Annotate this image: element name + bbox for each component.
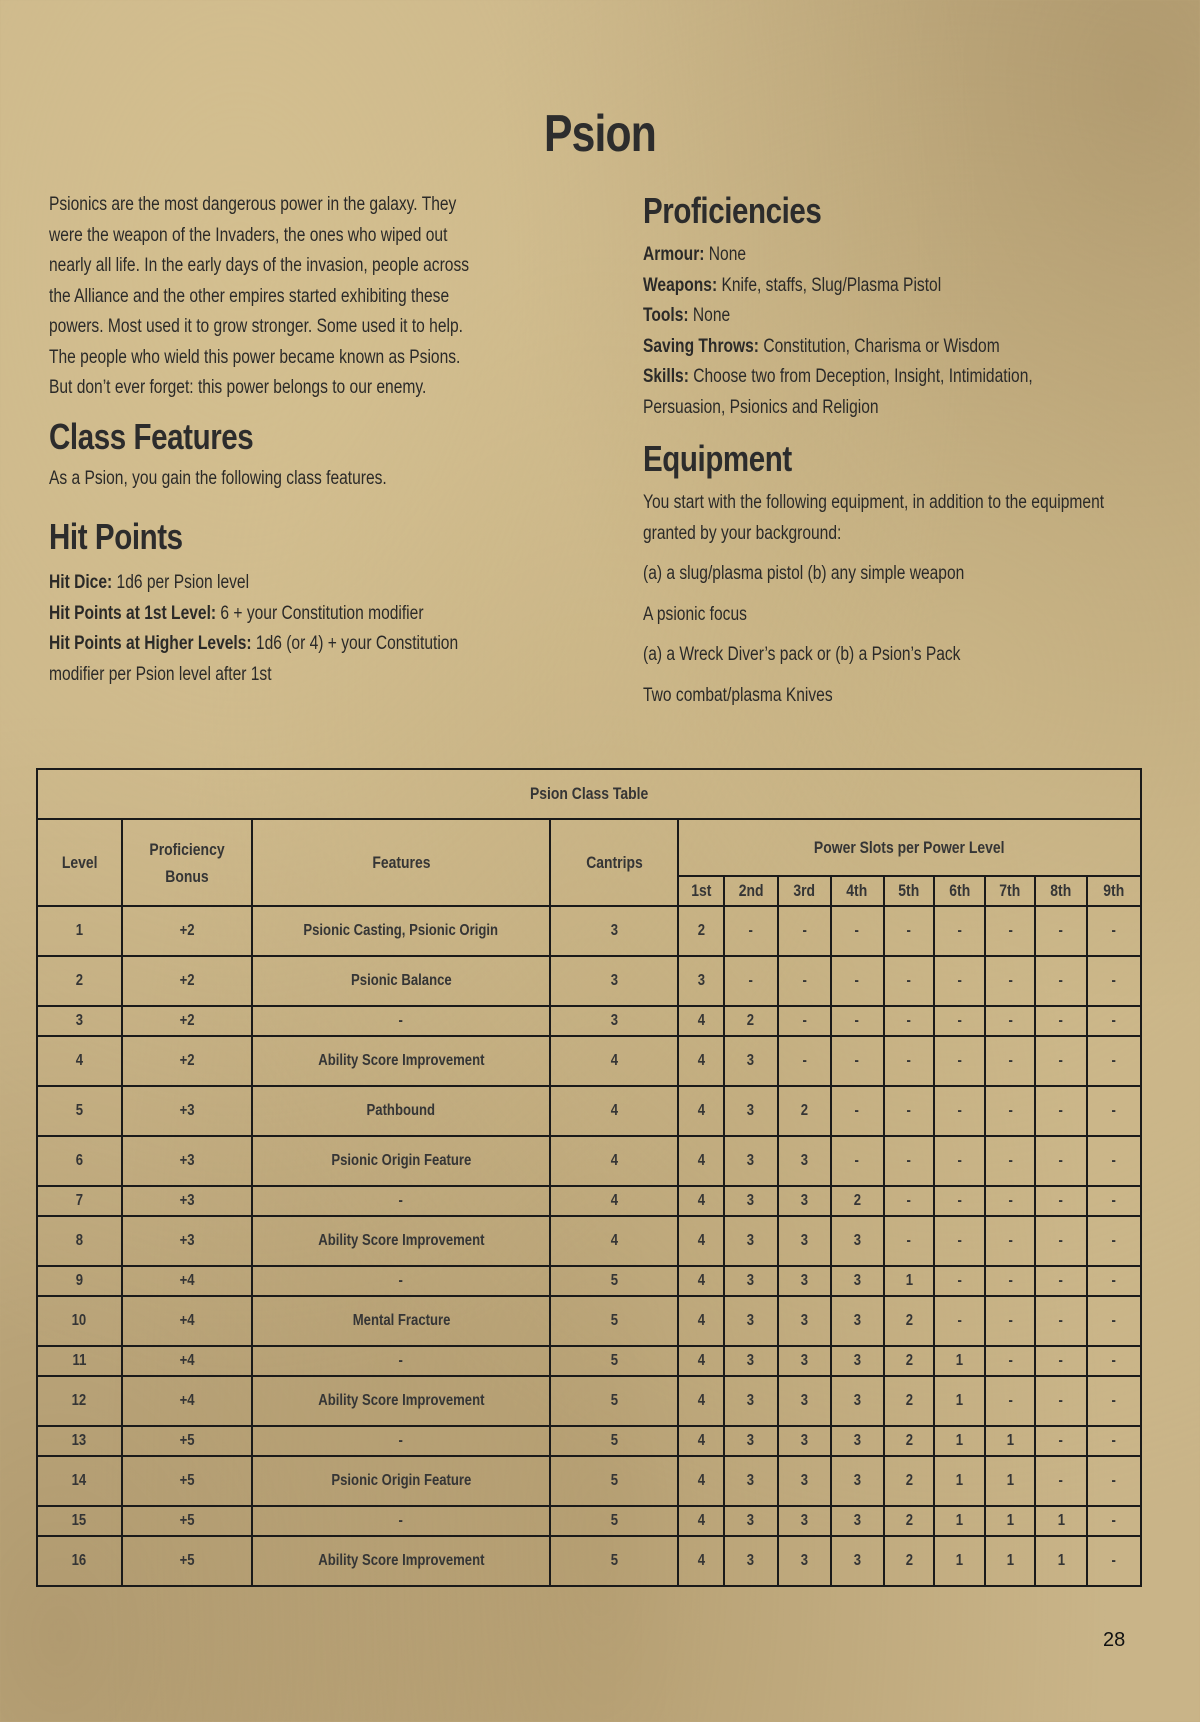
- slot-cell: -: [1087, 1506, 1141, 1536]
- line-value: None: [704, 244, 747, 265]
- proficiency-cell: +5: [122, 1456, 252, 1506]
- slot-cell: -: [1035, 1426, 1087, 1456]
- hit-points-lines: [49, 568, 548, 660]
- slot-cell: 4: [678, 1346, 724, 1376]
- slot-cell: -: [1087, 1346, 1141, 1376]
- slot-cell: 4: [678, 1216, 724, 1266]
- table-row: [37, 906, 1141, 956]
- slot-cell: 3: [778, 1186, 831, 1216]
- table-row: [37, 1006, 1141, 1036]
- header-proficiency-bonus: Proficiency Bonus: [122, 819, 252, 906]
- cantrips-cell: 4: [550, 1136, 678, 1186]
- slot-cell: 3: [778, 1426, 831, 1456]
- slot-cell: -: [831, 956, 884, 1006]
- cantrips-cell: 4: [550, 1186, 678, 1216]
- slot-cell: 2: [724, 1006, 778, 1036]
- proficiency-cell: +5: [122, 1506, 252, 1536]
- features-cell: Psionic Origin Feature: [252, 1136, 551, 1186]
- header-features: Features: [252, 819, 551, 906]
- labeled-line: [49, 599, 458, 630]
- slot-cell: 1: [934, 1426, 985, 1456]
- class-features-heading: Class Features: [49, 416, 254, 457]
- slot-cell: 3: [831, 1536, 884, 1586]
- cantrips-cell: 3: [550, 956, 678, 1006]
- slot-cell: 3: [778, 1376, 831, 1426]
- line-value: Constitution, Charisma or Wisdom: [759, 335, 1000, 357]
- line-label: Hit Points at 1st Level:: [49, 602, 217, 624]
- slot-cell: -: [934, 1136, 985, 1186]
- proficiencies-section: [643, 190, 1118, 423]
- slot-cell: -: [1087, 1006, 1141, 1036]
- slot-cell: -: [934, 1186, 985, 1216]
- table-row: [37, 1216, 1141, 1266]
- slot-cell: 3: [724, 1186, 778, 1216]
- slot-cell: 1: [884, 1266, 935, 1296]
- features-cell: Mental Fracture: [252, 1296, 551, 1346]
- slot-cell: -: [1035, 1296, 1087, 1346]
- proficiency-cell: +4: [122, 1266, 252, 1296]
- slot-cell: 3: [724, 1346, 778, 1376]
- slot-cell: -: [1087, 1536, 1141, 1586]
- slot-cell: -: [831, 1036, 884, 1086]
- slot-cell: -: [1035, 956, 1087, 1006]
- slot-cell: -: [1035, 1186, 1087, 1216]
- slot-cell: -: [724, 906, 778, 956]
- header-slot-7th: 7th: [985, 876, 1035, 906]
- slot-cell: -: [985, 1006, 1035, 1036]
- slot-cell: 4: [678, 1296, 724, 1346]
- features-cell: Psionic Balance: [252, 956, 551, 1006]
- slot-cell: -: [831, 906, 884, 956]
- table-row: [37, 1536, 1141, 1586]
- level-cell: 10: [37, 1296, 122, 1346]
- slot-cell: -: [1087, 1086, 1141, 1136]
- table-row: [37, 1136, 1141, 1186]
- level-cell: 8: [37, 1216, 122, 1266]
- slot-cell: -: [1035, 1036, 1087, 1086]
- slot-cell: 2: [884, 1346, 935, 1376]
- level-cell: 3: [37, 1006, 122, 1036]
- proficiency-cell: +2: [122, 956, 252, 1006]
- slot-cell: -: [1087, 1456, 1141, 1506]
- slot-cell: 1: [934, 1456, 985, 1506]
- line-label: Saving Throws:: [643, 335, 760, 357]
- slot-cell: 1: [934, 1506, 985, 1536]
- page-number: 28: [1103, 1629, 1126, 1651]
- intro-line: the Alliance and the other empires started exhibiting these: [49, 285, 450, 307]
- header-slot-8th: 8th: [1035, 876, 1087, 906]
- labeled-line: [643, 332, 1033, 363]
- slot-cell: 4: [678, 1536, 724, 1586]
- equipment-item: Two combat/plasma Knives: [643, 684, 833, 706]
- slot-cell: -: [884, 1216, 935, 1266]
- header-slot-2nd: 2nd: [724, 876, 778, 906]
- slot-cell: 2: [884, 1506, 935, 1536]
- slot-cell: 2: [884, 1536, 935, 1586]
- slot-cell: -: [934, 956, 985, 1006]
- slot-cell: -: [831, 1086, 884, 1136]
- slot-cell: 3: [678, 956, 724, 1006]
- slot-cell: -: [934, 1266, 985, 1296]
- slot-cell: -: [1035, 906, 1087, 956]
- slot-cell: -: [1035, 1456, 1087, 1506]
- header-slot-3rd: 3rd: [778, 876, 831, 906]
- slot-cell: -: [1087, 1216, 1141, 1266]
- slot-cell: 3: [831, 1216, 884, 1266]
- slot-cell: 4: [678, 1426, 724, 1456]
- slot-cell: 3: [724, 1426, 778, 1456]
- level-cell: 12: [37, 1376, 122, 1426]
- features-cell: Ability Score Improvement: [252, 1216, 551, 1266]
- slot-cell: -: [1035, 1006, 1087, 1036]
- slot-cell: -: [1035, 1136, 1087, 1186]
- table-row: [37, 956, 1141, 1006]
- slot-cell: 1: [985, 1536, 1035, 1586]
- level-cell: 9: [37, 1266, 122, 1296]
- slot-cell: -: [985, 906, 1035, 956]
- proficiency-cell: +3: [122, 1186, 252, 1216]
- equipment-item: (a) a slug/plasma pistol (b) any simple weapon: [643, 563, 965, 584]
- slot-cell: 4: [678, 1266, 724, 1296]
- slot-cell: 3: [778, 1296, 831, 1346]
- slot-cell: 3: [724, 1456, 778, 1506]
- equipment-intro-line: You start with the following equipment, in addition to the equipment: [643, 492, 1105, 513]
- slot-cell: 2: [884, 1426, 935, 1456]
- proficiency-cell: +2: [122, 1006, 252, 1036]
- line-label: Skills:: [643, 366, 689, 387]
- slot-cell: -: [934, 906, 985, 956]
- header-power-slots: Power Slots per Power Level: [678, 819, 1141, 876]
- proficiencies-continuation: Persuasion, Psionics and Religion: [643, 396, 879, 418]
- slot-cell: -: [985, 1136, 1035, 1186]
- slot-cell: -: [778, 1036, 831, 1086]
- slot-cell: -: [1035, 1216, 1087, 1266]
- intro-paragraph: [49, 190, 520, 404]
- slot-cell: -: [934, 1086, 985, 1136]
- equipment-item: (a) a Wreck Diver’s pack or (b) a Psion’s Pack: [643, 644, 961, 665]
- proficiency-cell: +3: [122, 1086, 252, 1136]
- labeled-line: [643, 240, 1033, 271]
- slot-cell: 1: [934, 1376, 985, 1426]
- line-label: Weapons:: [643, 274, 718, 296]
- slot-cell: -: [884, 906, 935, 956]
- cantrips-cell: 4: [550, 1036, 678, 1086]
- labeled-line: [49, 629, 458, 660]
- slot-cell: 3: [778, 1266, 831, 1296]
- header-level: Level: [37, 819, 122, 906]
- line-value: Choose two from Deception, Insight, Intimidation,: [688, 366, 1033, 387]
- slot-cell: 3: [778, 1536, 831, 1586]
- slot-cell: 3: [724, 1216, 778, 1266]
- slot-cell: 3: [724, 1086, 778, 1136]
- slot-cell: 3: [778, 1346, 831, 1376]
- features-cell: Ability Score Improvement: [252, 1376, 551, 1426]
- cantrips-cell: 5: [550, 1536, 678, 1586]
- proficiency-cell: +3: [122, 1216, 252, 1266]
- table-row: [37, 1376, 1141, 1426]
- slot-cell: 3: [724, 1296, 778, 1346]
- slot-cell: -: [1087, 1036, 1141, 1086]
- page-title: Psion: [543, 105, 656, 163]
- header-slot-6th: 6th: [934, 876, 985, 906]
- slot-cell: 3: [778, 1216, 831, 1266]
- slot-cell: 4: [678, 1006, 724, 1036]
- features-cell: -: [252, 1346, 551, 1376]
- slot-cell: 1: [934, 1346, 985, 1376]
- equipment-section: [643, 438, 1200, 711]
- line-label: Hit Dice:: [49, 572, 113, 593]
- proficiencies-lines: [643, 240, 1118, 393]
- slot-cell: -: [1087, 1426, 1141, 1456]
- slot-cell: 3: [778, 1136, 831, 1186]
- slot-cell: 3: [778, 1456, 831, 1506]
- slot-cell: 2: [678, 906, 724, 956]
- features-cell: -: [252, 1426, 551, 1456]
- slot-cell: 3: [724, 1536, 778, 1586]
- slot-cell: 3: [831, 1426, 884, 1456]
- slot-cell: -: [724, 956, 778, 1006]
- slot-cell: 1: [1035, 1536, 1087, 1586]
- cantrips-cell: 5: [550, 1376, 678, 1426]
- slot-cell: 3: [724, 1376, 778, 1426]
- features-cell: -: [252, 1506, 551, 1536]
- slot-cell: 2: [831, 1186, 884, 1216]
- table-row: [37, 1456, 1141, 1506]
- slot-cell: -: [934, 1296, 985, 1346]
- line-value: None: [688, 305, 731, 326]
- proficiency-cell: +5: [122, 1426, 252, 1456]
- proficiency-cell: +4: [122, 1346, 252, 1376]
- slot-cell: -: [778, 956, 831, 1006]
- hit-points-heading: Hit Points: [49, 516, 183, 557]
- features-cell: Psionic Origin Feature: [252, 1456, 551, 1506]
- line-value: Knife, staffs, Slug/Plasma Pistol: [717, 274, 942, 296]
- cantrips-cell: 3: [550, 1006, 678, 1036]
- slot-cell: -: [985, 1086, 1035, 1136]
- cantrips-cell: 4: [550, 1086, 678, 1136]
- proficiency-cell: +4: [122, 1296, 252, 1346]
- cantrips-cell: 5: [550, 1296, 678, 1346]
- slot-cell: 3: [724, 1266, 778, 1296]
- class-features-section: [49, 416, 461, 495]
- slot-cell: -: [934, 1006, 985, 1036]
- slot-cell: -: [985, 1266, 1035, 1296]
- slot-cell: -: [884, 1086, 935, 1136]
- equipment-item: A psionic focus: [643, 603, 747, 625]
- slot-cell: 1: [985, 1506, 1035, 1536]
- equipment-intro: [643, 488, 1200, 549]
- level-cell: 4: [37, 1036, 122, 1086]
- slot-cell: -: [985, 1186, 1035, 1216]
- slot-cell: 4: [678, 1086, 724, 1136]
- left-column: [49, 190, 519, 685]
- table-body: [37, 906, 1141, 1586]
- equipment-intro-line: granted by your background:: [643, 522, 842, 544]
- level-cell: 1: [37, 906, 122, 956]
- level-cell: 11: [37, 1346, 122, 1376]
- labeled-line: [49, 568, 458, 599]
- hit-points-section: [49, 516, 548, 690]
- slot-cell: -: [884, 1136, 935, 1186]
- slot-cell: -: [985, 956, 1035, 1006]
- features-cell: Ability Score Improvement: [252, 1536, 551, 1586]
- line-value: 1d6 per Psion level: [112, 572, 250, 593]
- table-row: [37, 1426, 1141, 1456]
- slot-cell: 1: [985, 1426, 1035, 1456]
- slot-cell: 4: [678, 1456, 724, 1506]
- table-row: [37, 1036, 1141, 1086]
- labeled-line: [643, 301, 1033, 332]
- slot-cell: -: [985, 1036, 1035, 1086]
- features-cell: -: [252, 1186, 551, 1216]
- intro-line: The people who wield this power became known as Psions.: [49, 346, 461, 368]
- slot-cell: 3: [831, 1376, 884, 1426]
- slot-cell: 3: [778, 1506, 831, 1536]
- proficiency-cell: +3: [122, 1136, 252, 1186]
- labeled-line: [643, 362, 1033, 393]
- hit-points-continuation: modifier per Psion level after 1st: [49, 663, 272, 685]
- features-cell: Pathbound: [252, 1086, 551, 1136]
- level-cell: 13: [37, 1426, 122, 1456]
- psion-class-table: [36, 768, 1142, 1587]
- proficiency-cell: +4: [122, 1376, 252, 1426]
- table-row: [37, 1086, 1141, 1136]
- class-features-text: As a Psion, you gain the following class features.: [49, 468, 387, 489]
- equipment-heading: Equipment: [643, 438, 792, 479]
- slot-cell: -: [1035, 1346, 1087, 1376]
- intro-line: powers. Most used it to grow stronger. Some used it to help.: [49, 316, 463, 337]
- level-cell: 7: [37, 1186, 122, 1216]
- features-cell: -: [252, 1006, 551, 1036]
- slot-cell: 1: [985, 1456, 1035, 1506]
- slot-cell: 3: [724, 1136, 778, 1186]
- slot-cell: -: [1087, 1186, 1141, 1216]
- slot-cell: -: [1087, 906, 1141, 956]
- line-label: Hit Points at Higher Levels:: [49, 633, 252, 654]
- level-cell: 2: [37, 956, 122, 1006]
- intro-line: nearly all life. In the early days of the invasion, people across: [49, 255, 470, 276]
- header-slot-4th: 4th: [831, 876, 884, 906]
- slot-cell: -: [831, 1136, 884, 1186]
- level-cell: 16: [37, 1536, 122, 1586]
- line-label: Armour:: [643, 244, 705, 265]
- slot-cell: -: [1035, 1086, 1087, 1136]
- slot-cell: -: [985, 1296, 1035, 1346]
- table-row: [37, 1186, 1141, 1216]
- cantrips-cell: 4: [550, 1216, 678, 1266]
- slot-cell: -: [778, 1006, 831, 1036]
- features-cell: -: [252, 1266, 551, 1296]
- intro-line: But don’t ever forget: this power belongs to our enemy.: [49, 377, 427, 398]
- equipment-items: [643, 559, 1200, 711]
- slot-cell: -: [1035, 1266, 1087, 1296]
- table-row: [37, 1346, 1141, 1376]
- slot-cell: 2: [884, 1376, 935, 1426]
- labeled-line: [643, 271, 1033, 302]
- slot-cell: -: [1087, 1376, 1141, 1426]
- slot-cell: 3: [831, 1506, 884, 1536]
- slot-cell: 1: [1035, 1506, 1087, 1536]
- proficiency-cell: +2: [122, 1036, 252, 1086]
- line-label: Tools:: [643, 305, 689, 326]
- proficiencies-heading: Proficiencies: [643, 190, 822, 231]
- table-caption: Psion Class Table: [37, 769, 1141, 819]
- table-row: [37, 1296, 1141, 1346]
- slot-cell: 3: [724, 1506, 778, 1536]
- table-row: [37, 1266, 1141, 1296]
- slot-cell: 3: [831, 1296, 884, 1346]
- features-cell: Psionic Casting, Psionic Origin: [252, 906, 551, 956]
- slot-cell: -: [985, 1216, 1035, 1266]
- slot-cell: -: [1087, 956, 1141, 1006]
- slot-cell: -: [1087, 1296, 1141, 1346]
- line-value: 1d6 (or 4) + your Constitution: [251, 633, 459, 654]
- cantrips-cell: 5: [550, 1346, 678, 1376]
- slot-cell: 2: [884, 1456, 935, 1506]
- level-cell: 5: [37, 1086, 122, 1136]
- slot-cell: -: [1035, 1376, 1087, 1426]
- slot-cell: -: [884, 1186, 935, 1216]
- level-cell: 14: [37, 1456, 122, 1506]
- slot-cell: -: [778, 906, 831, 956]
- slot-cell: -: [831, 1006, 884, 1036]
- slot-cell: 1: [934, 1536, 985, 1586]
- psion-class-table-wrapper: [36, 768, 1142, 1587]
- slot-cell: -: [985, 1346, 1035, 1376]
- cantrips-cell: 5: [550, 1456, 678, 1506]
- header-slot-5th: 5th: [884, 876, 935, 906]
- slot-cell: -: [884, 956, 935, 1006]
- slot-cell: 4: [678, 1376, 724, 1426]
- slot-cell: 4: [678, 1036, 724, 1086]
- slot-cell: 4: [678, 1136, 724, 1186]
- level-cell: 15: [37, 1506, 122, 1536]
- slot-cell: -: [985, 1376, 1035, 1426]
- features-cell: Ability Score Improvement: [252, 1036, 551, 1086]
- header-slot-9th: 9th: [1087, 876, 1141, 906]
- proficiency-cell: +5: [122, 1536, 252, 1586]
- slot-cell: 4: [678, 1186, 724, 1216]
- slot-cell: 2: [884, 1296, 935, 1346]
- table-row: [37, 1506, 1141, 1536]
- proficiency-cell: +2: [122, 906, 252, 956]
- slot-cell: -: [934, 1036, 985, 1086]
- intro-line: Psionics are the most dangerous power in the galaxy. They: [49, 194, 457, 215]
- level-cell: 6: [37, 1136, 122, 1186]
- header-slot-1st: 1st: [678, 876, 724, 906]
- slot-cell: 4: [678, 1506, 724, 1536]
- slot-cell: -: [884, 1006, 935, 1036]
- slot-cell: -: [934, 1216, 985, 1266]
- slot-cell: 3: [831, 1266, 884, 1296]
- intro-line: were the weapon of the Invaders, the ones who wiped out: [49, 224, 448, 246]
- slot-cell: -: [1087, 1136, 1141, 1186]
- cantrips-cell: 5: [550, 1266, 678, 1296]
- cantrips-cell: 5: [550, 1506, 678, 1536]
- cantrips-cell: 5: [550, 1426, 678, 1456]
- slot-cell: 3: [831, 1346, 884, 1376]
- line-value: 6 + your Constitution modifier: [216, 602, 424, 624]
- slot-cell: 3: [724, 1036, 778, 1086]
- slot-cell: -: [1087, 1266, 1141, 1296]
- slot-cell: 3: [831, 1456, 884, 1506]
- cantrips-cell: 3: [550, 906, 678, 956]
- header-cantrips: Cantrips: [550, 819, 678, 906]
- slot-cell: 2: [778, 1086, 831, 1136]
- slot-cell: -: [884, 1036, 935, 1086]
